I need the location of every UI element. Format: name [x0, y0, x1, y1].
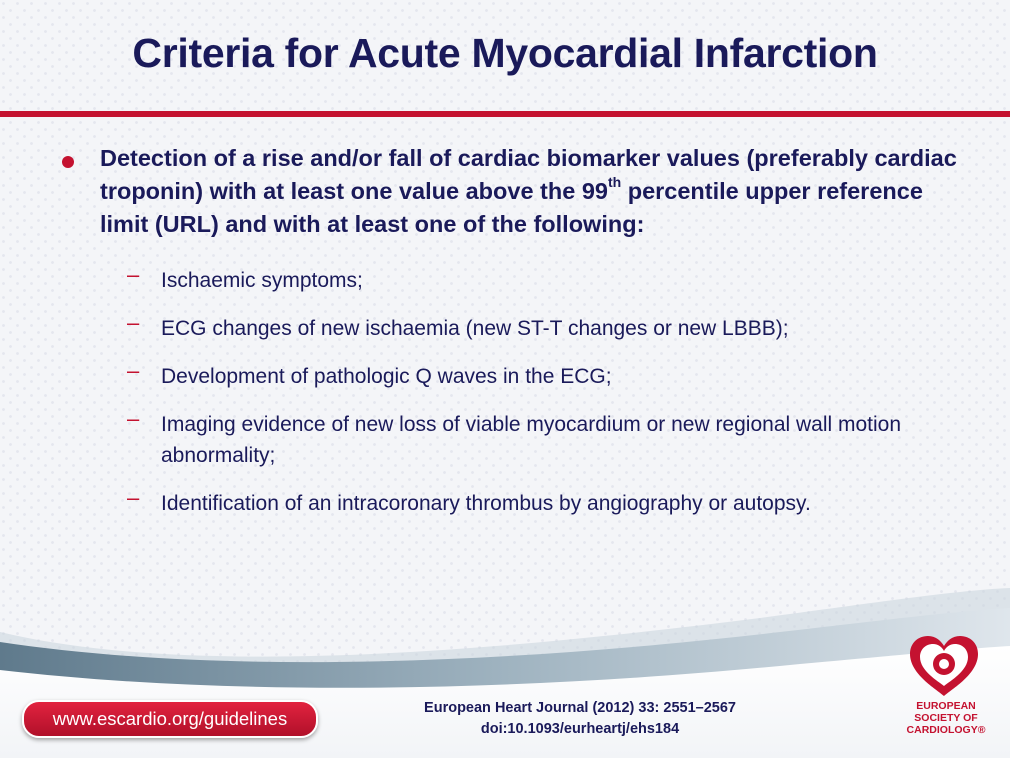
slide-content [60, 142, 960, 536]
main-bullet-text-end: percentile upper reference limit (URL) and with at least one of the following: [100, 178, 923, 237]
list-item [125, 358, 960, 392]
citation-doi: doi:10.1093/eurheartj/ehs184 [480, 721, 680, 737]
main-bullet-text [100, 142, 960, 241]
heart-logo-icon [906, 634, 982, 700]
list-item [125, 485, 960, 519]
sub-bullet-text: Ischaemic symptoms; [161, 269, 363, 292]
sub-bullet-text: Imaging evidence of new loss of viable myocardium or new regional wall motion abnormality; [161, 413, 902, 467]
title-divider [0, 111, 1010, 117]
main-bullet-text-start: Detection of a rise and/or fall of cardiac biomarker values (preferably cardiac troponin) with at least one value above the 99 [100, 145, 957, 204]
sub-bullet-text: Identification of an intracoronary thrombus by angiography or autopsy. [161, 492, 811, 515]
logo-line-1: EUROPEAN [916, 700, 976, 712]
list-item [125, 310, 960, 344]
citation-journal: European Heart Journal (2012) 33: 2551–2567 [424, 700, 736, 716]
main-bullet [60, 142, 960, 241]
list-item [125, 262, 960, 296]
guidelines-url-link[interactable]: www.escardio.org/guidelines [22, 700, 318, 738]
dash-icon: – [127, 485, 140, 510]
sub-bullet-list [60, 262, 960, 519]
sub-bullet-text: Development of pathologic Q waves in the ECG; [161, 365, 612, 388]
slide-title: Criteria for Acute Myocardial Infarction [132, 30, 878, 76]
list-item [125, 406, 960, 471]
logo-line-3: CARDIOLOGY® [906, 724, 986, 736]
dash-icon: – [127, 406, 140, 431]
dash-icon: – [127, 358, 140, 383]
logo-wordmark [900, 700, 992, 736]
esc-logo [900, 634, 992, 754]
sub-bullet-text: ECG changes of new ischaemia (new ST-T changes or new LBBB); [161, 317, 789, 340]
superscript-th: th [607, 174, 622, 191]
logo-line-2: SOCIETY OF [914, 712, 978, 724]
bullet-dot-icon [62, 156, 74, 168]
citation [380, 698, 780, 740]
dash-icon: – [127, 262, 140, 287]
dash-icon: – [127, 310, 140, 335]
